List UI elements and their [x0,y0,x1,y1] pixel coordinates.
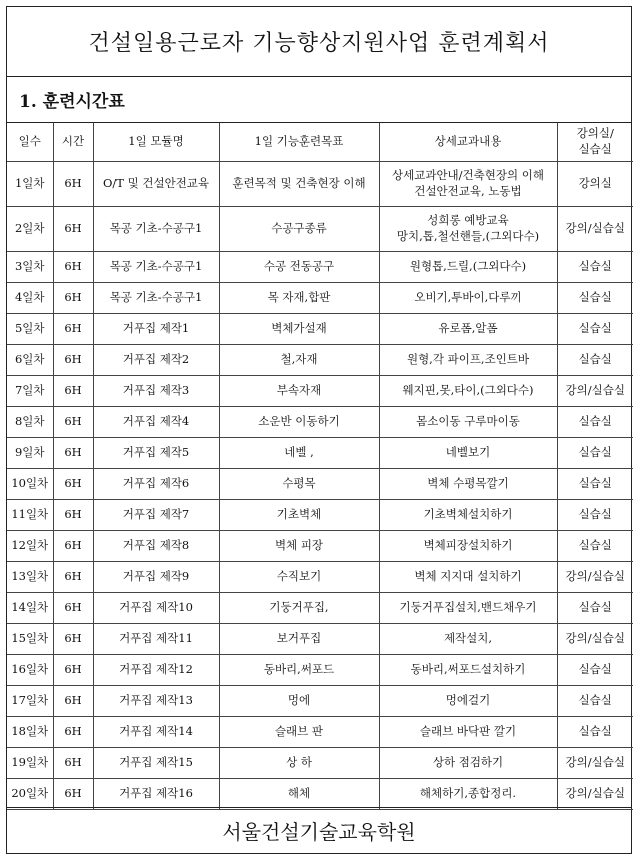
objective-cell: 벽체가설재 [219,314,379,345]
room-cell: 실습실 [557,469,633,500]
details-line: 멍에걸기 [445,693,491,708]
details-cell [379,207,557,252]
details-cell [379,376,557,407]
details-cell [379,438,557,469]
objective-cell: 목 자재,합판 [219,283,379,314]
module-cell: 거푸집 제작13 [93,686,219,717]
module-cell: 거푸집 제작5 [93,438,219,469]
objective-cell: 수직보기 [219,562,379,593]
header-room [557,123,633,162]
room-cell: 강의/실습실 [557,779,633,810]
day-cell: 9일차 [7,438,53,469]
module-cell: 거푸집 제작9 [93,562,219,593]
day-cell: 3일차 [7,252,53,283]
details-line: 몸소이동 구루마이동 [416,414,520,429]
objective-cell: 수공 전동공구 [219,252,379,283]
header-day: 일수 [7,123,53,162]
objective-cell: 멍에 [219,686,379,717]
table-row [7,779,633,810]
room-cell: 강의/실습실 [557,562,633,593]
day-cell: 6일차 [7,345,53,376]
hours-cell: 6H [53,469,93,500]
details-cell [379,655,557,686]
table-row [7,593,633,624]
header-details: 상세교과내용 [379,123,557,162]
details-cell [379,162,557,207]
hours-cell: 6H [53,655,93,686]
module-cell: O/T 및 건설안전교육 [93,162,219,207]
module-cell: 거푸집 제작3 [93,376,219,407]
room-cell: 실습실 [557,345,633,376]
details-line: 기초벽체설치하기 [423,507,513,522]
hours-cell: 6H [53,345,93,376]
table-row [7,345,633,376]
module-cell: 거푸집 제작10 [93,593,219,624]
hours-cell: 6H [53,438,93,469]
details-line: 네벨보기 [445,445,491,460]
details-line: 벽체 지지대 설치하기 [414,569,522,584]
objective-cell: 보거푸집 [219,624,379,655]
hours-cell: 6H [53,593,93,624]
room-cell: 실습실 [557,655,633,686]
table-row [7,717,633,748]
table-header-row [7,123,633,162]
table-row [7,207,633,252]
day-cell: 14일차 [7,593,53,624]
room-cell: 실습실 [557,252,633,283]
table-row [7,624,633,655]
hours-cell: 6H [53,252,93,283]
module-cell: 거푸집 제작6 [93,469,219,500]
room-cell: 강의/실습실 [557,376,633,407]
room-cell: 강의/실습실 [557,748,633,779]
day-cell: 5일차 [7,314,53,345]
hours-cell: 6H [53,162,93,207]
table-row [7,500,633,531]
hours-cell: 6H [53,779,93,810]
module-cell: 거푸집 제작7 [93,500,219,531]
module-cell: 거푸집 제작12 [93,655,219,686]
day-cell: 20일차 [7,779,53,810]
objective-cell: 훈련목적 및 건축현장 이해 [219,162,379,207]
objective-cell: 부속자재 [219,376,379,407]
module-cell: 목공 기초-수공구1 [93,252,219,283]
room-cell: 강의/실습실 [557,207,633,252]
table-row [7,655,633,686]
document-frame [6,6,632,854]
details-line: 상세교과안내/건축현장의 이해 [392,168,544,183]
hours-cell: 6H [53,376,93,407]
table-row [7,252,633,283]
module-cell: 거푸집 제작8 [93,531,219,562]
details-line: 유로폼,알폼 [438,321,498,336]
objective-cell: 기둥거푸집, [219,593,379,624]
room-cell: 강의실 [557,162,633,207]
details-cell [379,252,557,283]
details-cell [379,531,557,562]
room-cell: 실습실 [557,283,633,314]
details-line: 슬래브 바닥판 깔기 [419,724,517,739]
details-line: 상하 점검하기 [432,755,504,770]
table-row [7,748,633,779]
details-cell [379,562,557,593]
objective-cell: 수평목 [219,469,379,500]
details-cell [379,748,557,779]
table-row [7,283,633,314]
day-cell: 19일차 [7,748,53,779]
room-cell: 실습실 [557,438,633,469]
header-room-line1: 강의실/ [576,126,614,141]
details-line: 원형톱,드릴,(그외다수) [409,259,527,274]
table-row [7,438,633,469]
details-line: 웨지핀,못,타이,(그외다수) [402,383,534,398]
details-cell [379,779,557,810]
module-cell: 거푸집 제작15 [93,748,219,779]
table-row [7,686,633,717]
table-row [7,407,633,438]
table-row [7,314,633,345]
module-cell: 목공 기초-수공구1 [93,207,219,252]
details-cell [379,686,557,717]
details-line: 성희롱 예방교육 [427,213,509,228]
hours-cell: 6H [53,748,93,779]
hours-cell: 6H [53,717,93,748]
details-cell [379,593,557,624]
details-line: 기둥거푸집설치,밴드채우기 [399,600,537,615]
objective-cell: 상 하 [219,748,379,779]
table-row [7,376,633,407]
header-room-line2: 실습실 [578,142,612,156]
objective-cell: 기초벽체 [219,500,379,531]
details-cell [379,717,557,748]
day-cell: 12일차 [7,531,53,562]
module-cell: 거푸집 제작14 [93,717,219,748]
hours-cell: 6H [53,562,93,593]
table-row [7,562,633,593]
day-cell: 7일차 [7,376,53,407]
room-cell: 실습실 [557,593,633,624]
table-row [7,531,633,562]
day-cell: 18일차 [7,717,53,748]
objective-cell: 철,자재 [219,345,379,376]
hours-cell: 6H [53,500,93,531]
hours-cell: 6H [53,686,93,717]
details-line: 해체하기,종합정리. [419,786,517,801]
module-cell: 거푸집 제작2 [93,345,219,376]
room-cell: 실습실 [557,314,633,345]
day-cell: 11일차 [7,500,53,531]
room-cell: 실습실 [557,531,633,562]
table-row [7,162,633,207]
room-cell: 실습실 [557,717,633,748]
details-cell [379,345,557,376]
hours-cell: 6H [53,407,93,438]
day-cell: 16일차 [7,655,53,686]
hours-cell: 6H [53,314,93,345]
day-cell: 10일차 [7,469,53,500]
module-cell: 거푸집 제작4 [93,407,219,438]
module-cell: 거푸집 제작11 [93,624,219,655]
section-heading: 1. 훈련시간표 [7,77,631,123]
hours-cell: 6H [53,207,93,252]
academy-name: 서울건설기술교육학원 [7,807,631,853]
details-line: 벽체피장설치하기 [423,538,513,553]
details-line: 원형,각 파이프,조인트바 [406,352,530,367]
room-cell: 실습실 [557,407,633,438]
details-line: 제작설치, [443,631,493,646]
module-cell: 거푸집 제작16 [93,779,219,810]
details-cell [379,469,557,500]
day-cell: 15일차 [7,624,53,655]
objective-cell: 수공구종류 [219,207,379,252]
details-cell [379,314,557,345]
header-objective: 1일 기능훈련목표 [219,123,379,162]
table-row [7,469,633,500]
day-cell: 8일차 [7,407,53,438]
hours-cell: 6H [53,531,93,562]
document-title: 건설일용근로자 기능향상지원사업 훈련계획서 [7,7,631,77]
day-cell: 2일차 [7,207,53,252]
details-cell [379,500,557,531]
objective-cell: 벽체 피장 [219,531,379,562]
hours-cell: 6H [53,283,93,314]
details-cell [379,624,557,655]
hours-cell: 6H [53,624,93,655]
room-cell: 강의/실습실 [557,624,633,655]
day-cell: 1일차 [7,162,53,207]
room-cell: 실습실 [557,500,633,531]
details-line: 동바리,써포드설치하기 [410,662,526,677]
details-line: 오비기,투바이,다루끼 [414,290,522,305]
header-hours: 시간 [53,123,93,162]
details-line: 건설안전교육, 노동법 [414,184,522,198]
training-schedule-table [7,123,633,810]
objective-cell: 소운반 이동하기 [219,407,379,438]
details-cell [379,407,557,438]
day-cell: 4일차 [7,283,53,314]
module-cell: 거푸집 제작1 [93,314,219,345]
objective-cell: 동바리,써포드 [219,655,379,686]
module-cell: 목공 기초-수공구1 [93,283,219,314]
details-cell [379,283,557,314]
objective-cell: 해체 [219,779,379,810]
day-cell: 13일차 [7,562,53,593]
room-cell: 실습실 [557,686,633,717]
objective-cell: 네벨 , [219,438,379,469]
details-line: 망치,톱,철선핸들,(그외다수) [396,229,540,243]
day-cell: 17일차 [7,686,53,717]
objective-cell: 슬래브 판 [219,717,379,748]
header-module: 1일 모듈명 [93,123,219,162]
details-line: 벽체 수평목깔기 [427,476,509,491]
